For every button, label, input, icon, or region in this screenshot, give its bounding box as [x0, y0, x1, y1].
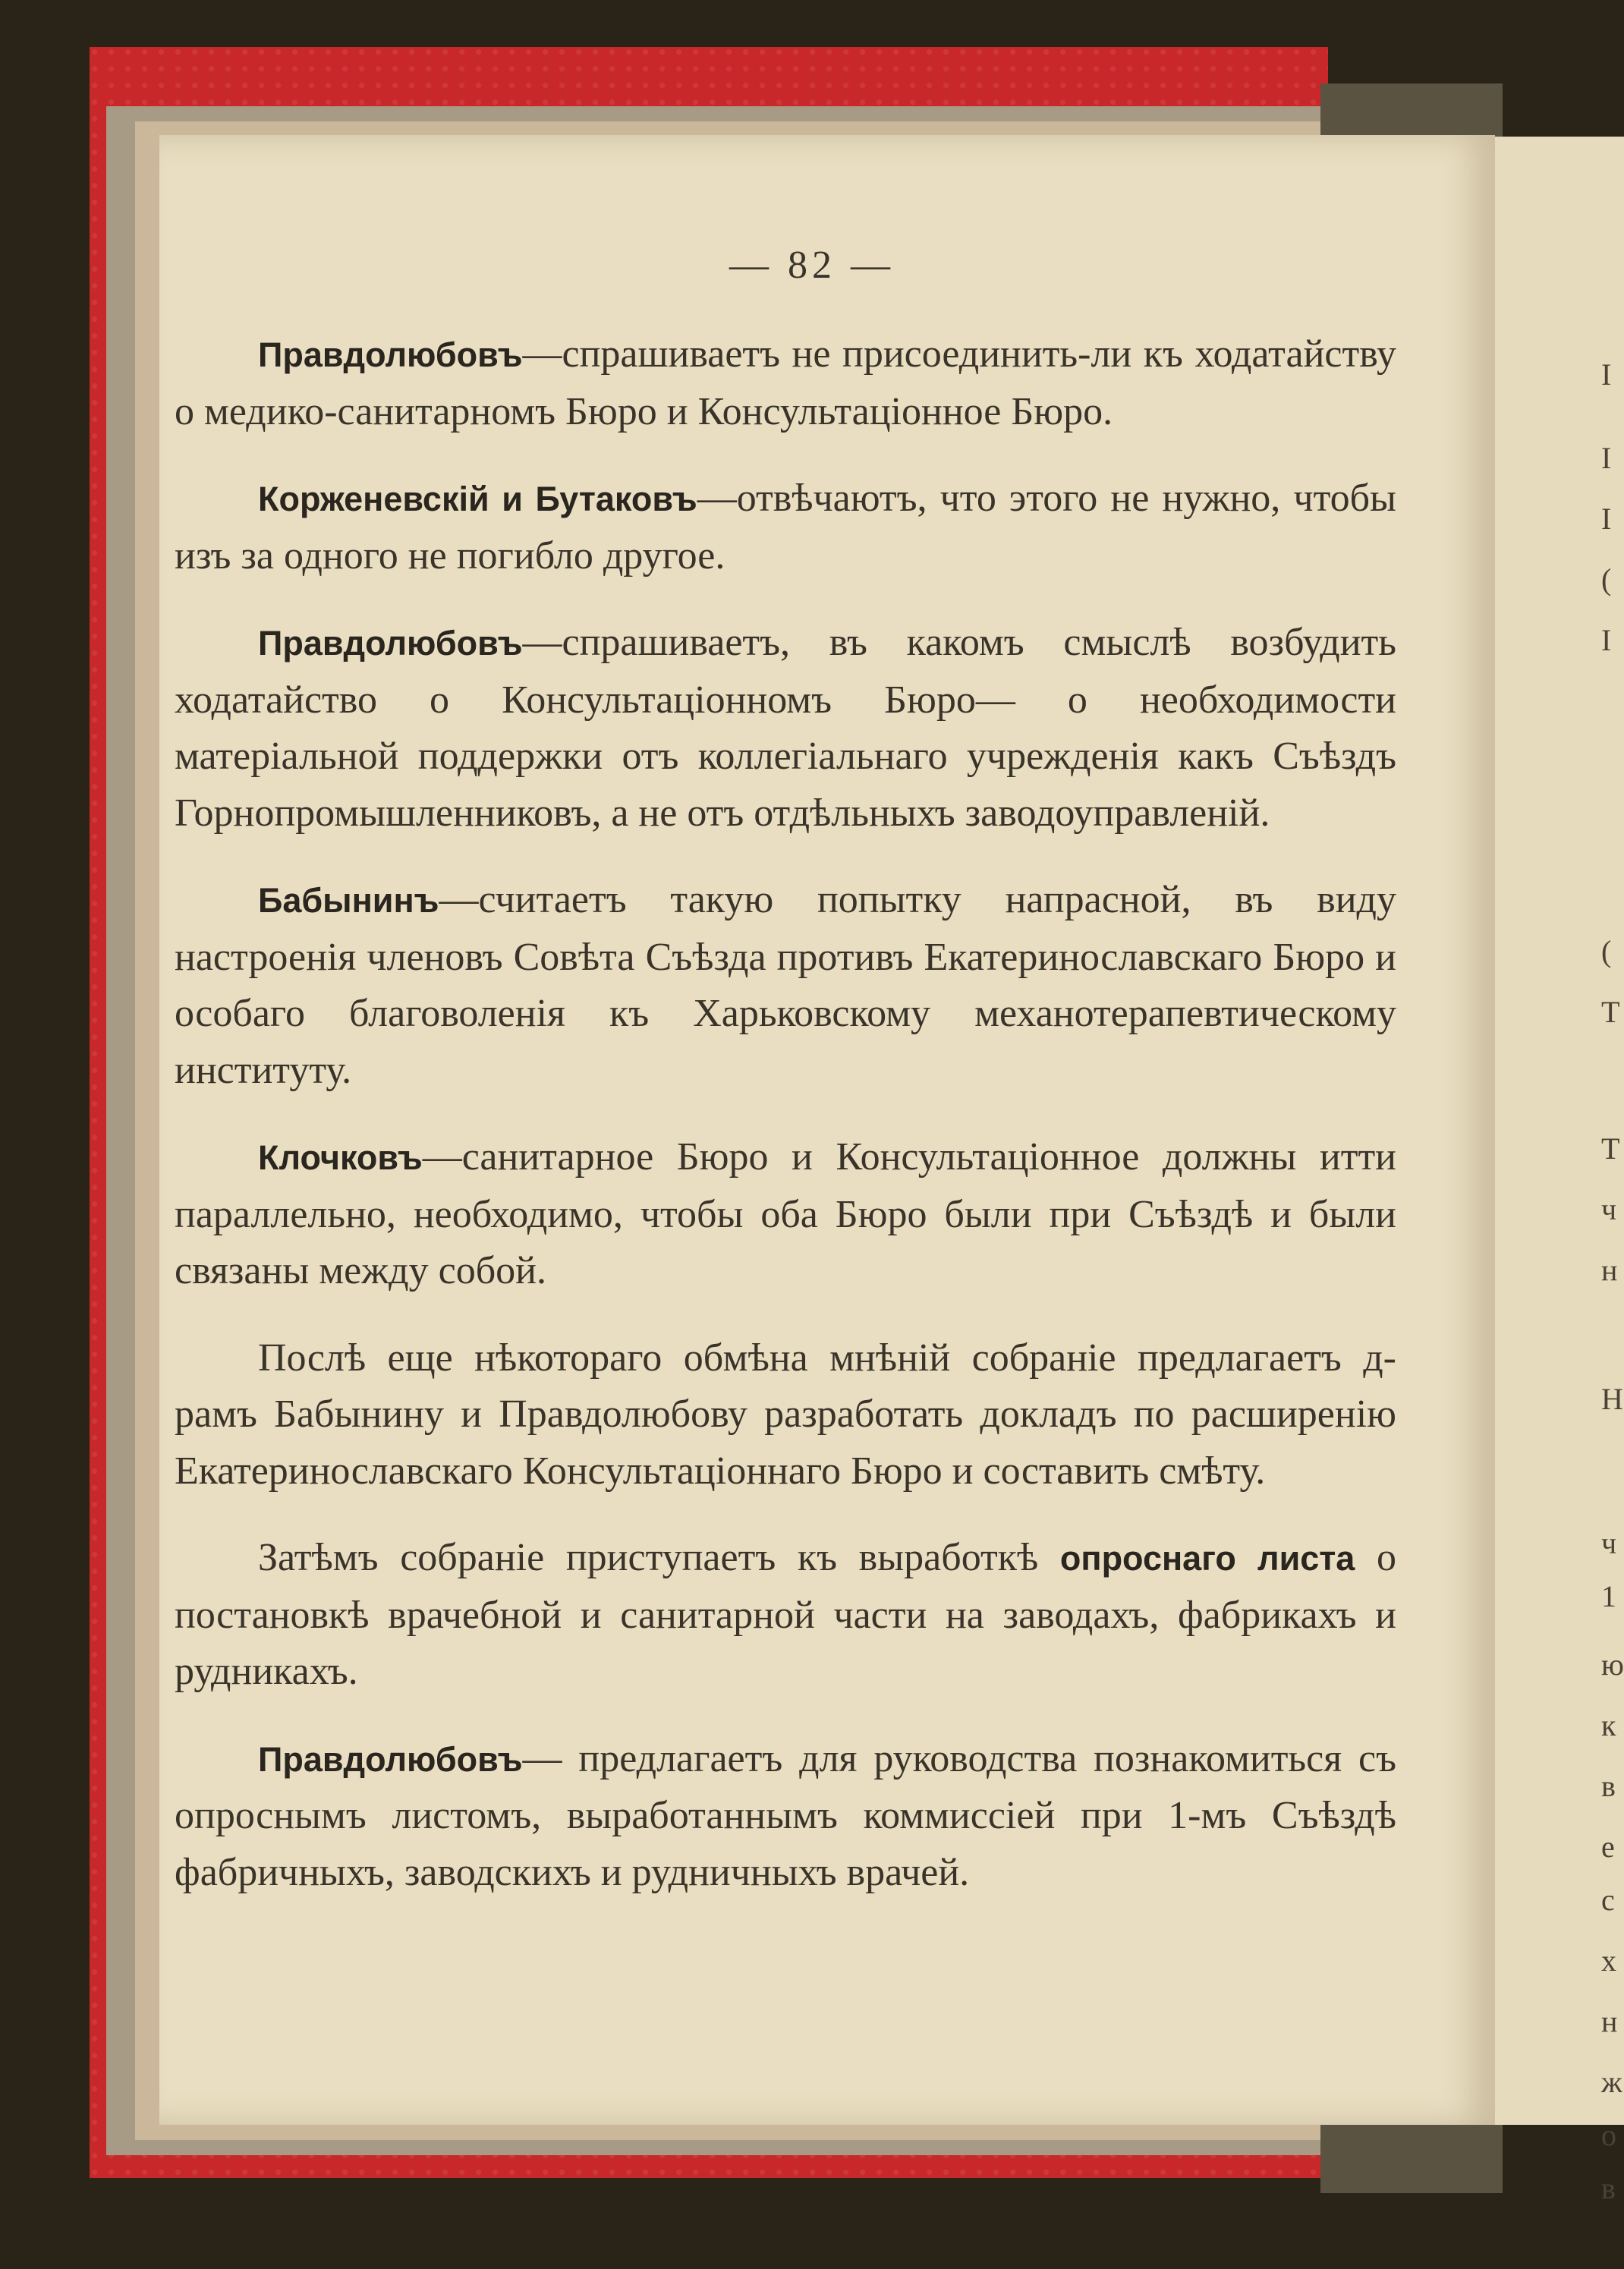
facing-page-fragment: T	[1601, 995, 1620, 1029]
paragraph-text: Послѣ еще нѣкотораго обмѣна мнѣній собраніе предлагаетъ д-рамъ Бабынину и Правдолюбову разработать докладъ по расширенію Екатеринославскаго Консультаціоннаго Бюро и составить смѣту.	[175, 1336, 1396, 1493]
page-body	[175, 326, 1396, 1931]
paragraph	[175, 1129, 1396, 1300]
facing-page-fragment: I	[1601, 502, 1612, 536]
paragraph	[175, 1731, 1396, 1902]
facing-page-fragment: к	[1601, 1708, 1616, 1742]
facing-page-fragment: ч	[1601, 1192, 1617, 1226]
paragraph	[175, 1330, 1396, 1500]
facing-page-fragment: T	[1601, 1131, 1620, 1166]
paragraph-text: —санитарное Бюро и Консультаціонное должны итти параллельно, необходимо, чтобы оба Бюро были при Съѣздѣ и были связаны между собой.	[175, 1135, 1396, 1292]
paragraph	[175, 326, 1396, 440]
facing-page-fragment: в	[1601, 1769, 1616, 1803]
facing-page-fragment: (	[1601, 934, 1612, 968]
facing-page-fragment: 1	[1601, 1579, 1616, 1613]
facing-page-fragment: е	[1601, 1830, 1615, 1864]
facing-page-fragment: I	[1601, 441, 1612, 475]
facing-page-fragment: в	[1601, 2171, 1616, 2205]
paragraph-text: —считаетъ такую попытку напрасной, въ виду настроенія членовъ Совѣта Съѣзда противъ Екатеринославскаго Бюро и особаго благоволенія къ Харьковскому механотерапевтическому институту.	[175, 878, 1396, 1092]
paragraph	[175, 1530, 1396, 1701]
facing-page-fragment: х	[1601, 1943, 1616, 1978]
facing-page-fragment: ю	[1601, 1647, 1624, 1682]
facing-page-fragment: ж	[1601, 2065, 1622, 2099]
speaker-name: Правдолюбовъ	[258, 624, 523, 662]
facing-page-fragment: H	[1601, 1382, 1623, 1416]
facing-page-fragment: (	[1601, 562, 1612, 596]
paragraph	[175, 470, 1396, 584]
speaker-name: Правдолюбовъ	[258, 1739, 523, 1779]
paragraph-text: — предлагаетъ для руководства познакомиться съ опроснымъ листомъ, выработаннымъ коммиссіей при 1-мъ Съѣздѣ фабричныхъ, заводскихъ и рудничныхъ врачей.	[175, 1736, 1396, 1894]
paragraph	[175, 872, 1396, 1099]
facing-page	[1495, 137, 1624, 2205]
paragraph-text: —спрашиваетъ не присоединить-ли къ ходатайству о медико-санитарномъ Бюро и Консультаціонное Бюро.	[175, 332, 1396, 433]
page-number: — 82 —	[729, 244, 895, 287]
speaker-name: Клочковъ	[258, 1138, 423, 1177]
facing-page-fragment: о	[1601, 2118, 1616, 2152]
facing-page-fragment: I	[1601, 357, 1612, 392]
paragraph-text-lead: Затѣмъ собраніе приступаетъ къ выработкѣ	[258, 1536, 1060, 1579]
paragraph-text: о постановкѣ врачебной и санитарной части на заводахъ, фабрикахъ и рудникахъ.	[175, 1536, 1397, 1693]
facing-page-fragment: с	[1601, 1883, 1615, 1917]
facing-page-fragment: н	[1601, 1253, 1618, 1287]
speaker-name: Корженевскій и Бутаковъ	[258, 480, 697, 518]
emphasized-term: опроснаго листа	[1059, 1539, 1355, 1578]
paragraph-text: —отвѣчаютъ, что этого не нужно, чтобы изъ за одного не погибло другое.	[175, 477, 1396, 577]
facing-page-fragment: н	[1601, 2004, 1618, 2038]
facing-page-fragment: ч	[1601, 1526, 1617, 1560]
facing-page-fragment: I	[1601, 623, 1612, 657]
speaker-name: Правдолюбовъ	[258, 335, 523, 374]
paragraph	[175, 615, 1396, 842]
paragraph-text: —спрашиваетъ, въ какомъ смыслѣ возбудить ходатайство о Консультаціонномъ Бюро— о необходимости матеріальной поддержки отъ коллегіальнаго учрежденія какъ Съѣздъ Горнопромышленниковъ, а не отъ отдѣльныхъ заводоуправленій.	[175, 621, 1396, 835]
speaker-name: Бабынинъ	[258, 881, 439, 920]
